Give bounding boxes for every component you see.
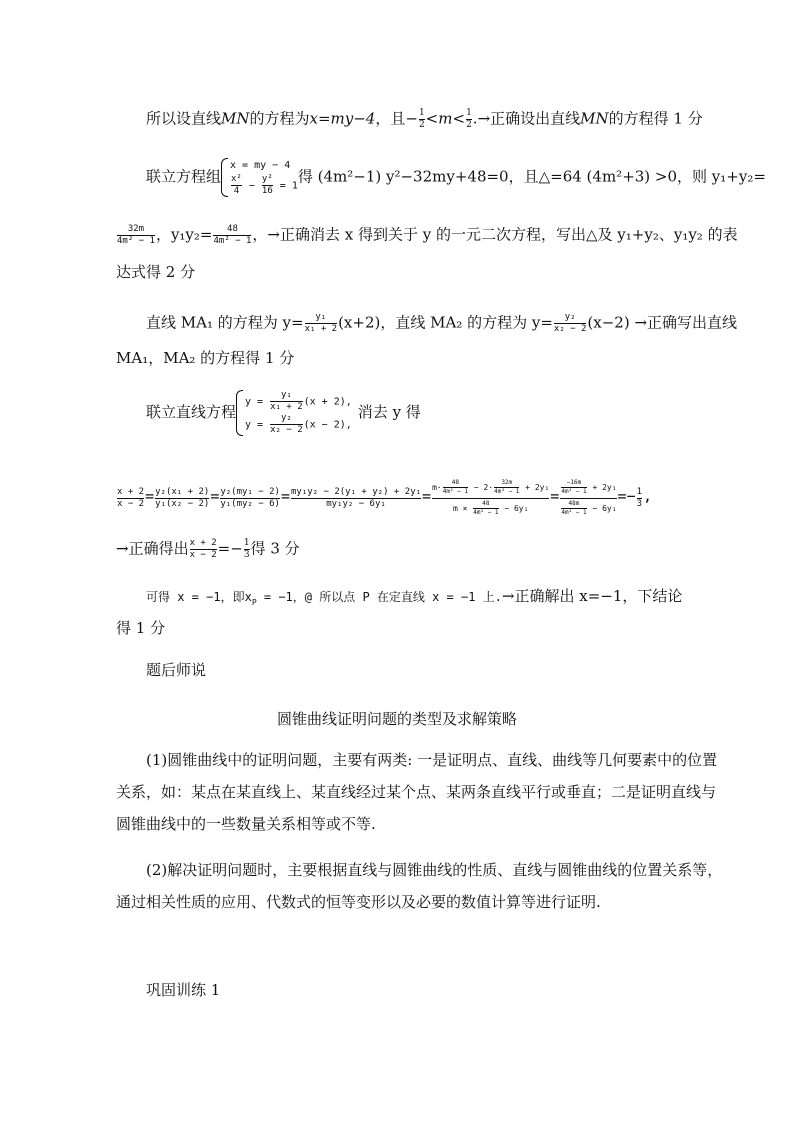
equation-system	[236, 390, 352, 436]
denominator: x − 2	[189, 550, 217, 560]
text: (x+2)，直线 MA₂ 的方程为 y=	[338, 313, 553, 332]
paragraph-2	[146, 158, 766, 197]
fraction	[117, 487, 144, 510]
fraction	[466, 108, 472, 131]
equation-row	[245, 390, 352, 413]
denominator: 3	[636, 499, 643, 509]
numerator	[432, 478, 549, 498]
denominator: x₂ − 2	[270, 425, 303, 435]
text: <	[425, 109, 439, 128]
fraction	[190, 538, 217, 561]
fraction	[270, 413, 303, 436]
denominator: x − 2	[117, 499, 145, 509]
denominator: 4m² − 1	[473, 509, 499, 516]
numerator: x + 2	[117, 487, 145, 497]
numerator: y₂(my₁ − 2)	[220, 487, 280, 497]
denominator: y₁(x₂ − 2)	[155, 499, 210, 509]
numerator: −16m	[566, 479, 582, 486]
fraction	[494, 479, 519, 496]
text: (x + 2),	[303, 396, 352, 408]
text: 直线 MA₁ 的方程为 y=	[146, 313, 304, 332]
text: − 2·	[469, 483, 494, 492]
fraction	[305, 312, 338, 335]
numerator: x + 2	[189, 538, 217, 548]
numerator: 32m	[127, 224, 145, 234]
fraction	[262, 174, 273, 197]
equation-system	[221, 158, 298, 197]
fraction	[637, 487, 642, 510]
var-mn: MN	[221, 109, 250, 128]
text: →正确解出 x=−1，下结论	[501, 587, 683, 605]
paragraph-9-line-2: 关系，如：某点在某直线上、某直线经过某个点、某两条直线平行或垂直；二是证明直线与	[116, 783, 717, 801]
numerator: 1	[418, 108, 425, 118]
fraction	[443, 479, 468, 496]
paragraph-9-line-1: (1)圆锥曲线中的证明问题，主要有两类: 一是证明点、直线、曲线等几何要素中的位置	[146, 751, 718, 769]
text: 得 (4m²−1) y²−32my+48=0，且△=64 (4m²+3) >0，则 y₁+y₂=	[297, 167, 766, 186]
text: 可得 x = −1，即x	[146, 590, 252, 604]
numerator: 48	[451, 479, 459, 486]
var-m: m	[438, 109, 453, 128]
denominator: x₂ − 2	[553, 324, 587, 334]
section-heading: 圆锥曲线证明问题的类型及求解策略	[276, 710, 517, 728]
denominator: x₁ + 2	[304, 324, 338, 334]
numerator: 1	[243, 538, 250, 548]
fraction	[561, 479, 586, 496]
equation-row	[230, 174, 298, 197]
numerator: 1	[466, 108, 472, 118]
paragraph-6	[116, 538, 300, 561]
equation-chain: $\frac{x + 2}{x - 2}$ = $\frac{\text{y₂(x₁ + 2)}}{\text{y₁(x₂ − 2)}}$ = $\frac{\text{y₂(my₁ − 2)}}{\text{y₁(my₂ − 6)}}$ = $\frac{\text{my₁y₂ − 2(y₁ + y₂) + 2y₁}}{\text{my₁y₂ − 6y₁}}$ = m· $\frac{48}{\text{4m² − 1}}$ − 2· $\frac{32m}{\text{4m² − 1}}$ + 2y₁ m × $\frac{48}{\text{4m² − 1}}$ − 6y₁ = $\frac{-16m}{\text{4m² − 1}}$ + 2y₁ $\frac{48m}{\text{4m² − 1}}$ − 6y₁ =− $\frac{1}{3}$ ,	[116, 478, 652, 519]
numerator: y₂(x₁ + 2)	[155, 487, 210, 497]
text: 联立直线方程	[146, 403, 237, 421]
denominator: 16	[261, 186, 273, 196]
text: =−	[617, 487, 636, 505]
text: 的方程得 1 分	[608, 109, 703, 128]
equation-row	[245, 413, 352, 436]
denominator: 2	[418, 120, 425, 130]
denominator: 4m² − 1	[561, 488, 587, 495]
numerator: 48m	[568, 500, 580, 507]
fraction	[155, 487, 209, 510]
denominator: 2	[466, 120, 472, 130]
text: m ×	[452, 504, 473, 513]
text: .→正确设出直线	[472, 109, 581, 128]
numerator	[560, 478, 616, 498]
exercise-label: 巩固训练 1	[146, 981, 221, 999]
denominator: 3	[243, 550, 250, 560]
text: →正确得出	[116, 539, 189, 558]
fraction	[473, 500, 498, 517]
denominator: 4m² − 1	[561, 509, 587, 516]
paragraph-7-line-2: 得 1 分	[116, 619, 166, 637]
text: + 2y₁	[587, 483, 617, 492]
subscript: P	[251, 598, 257, 607]
text: − 6y₁	[499, 504, 529, 513]
numerator: y₁	[280, 390, 292, 400]
denominator: 4m² − 1	[213, 236, 252, 246]
text: ,	[643, 487, 653, 505]
text: y =	[245, 419, 270, 431]
fraction	[554, 312, 587, 335]
text: 得 3 分	[250, 539, 300, 558]
paragraph-2-line-3: 达式得 2 分	[116, 263, 196, 281]
text: + 2y₁	[520, 483, 550, 492]
text: =−	[217, 539, 243, 558]
paragraph-3	[146, 312, 737, 335]
text: = −1，@ 所以点 P 在定直线 x = −1 上.	[256, 590, 502, 604]
denominator	[560, 498, 616, 519]
text: ，→正确消去 x 得到关于 y 的一元二次方程，写出△及 y₁+y₂、y₁y₂ 的表	[252, 225, 738, 244]
numerator: y²	[261, 174, 273, 184]
paragraph-3-line-2: MA₁，MA₂ 的方程得 1 分	[116, 349, 295, 367]
paragraph-10-line-2: 通过相关性质的应用、代数式的恒等变形以及必要的数值计算等进行证明.	[116, 893, 601, 911]
denominator: 4m² − 1	[442, 488, 468, 495]
numerator: y₂	[564, 312, 576, 322]
text: 所以设直线	[146, 109, 222, 128]
denominator: my₁y₂ − 6y₁	[291, 498, 421, 510]
numerator: x²	[231, 174, 242, 184]
numerator: 1	[636, 487, 643, 497]
fraction	[231, 174, 242, 197]
denominator: 4m² − 1	[494, 488, 520, 495]
text: m·	[432, 483, 442, 492]
text: (x−2) →正确写出直线	[587, 313, 738, 332]
fraction	[117, 224, 155, 247]
text: −	[242, 180, 261, 192]
paragraph-1	[146, 108, 703, 131]
fraction	[419, 108, 425, 131]
fraction	[561, 500, 586, 517]
text: 消去 y 得	[357, 403, 421, 421]
compound-fraction	[432, 478, 549, 519]
text: ，y₁y₂=	[155, 225, 213, 244]
fraction	[291, 487, 421, 510]
numerator: my₁y₂ − 2(y₁ + y₂) + 2y₁	[290, 487, 422, 497]
paragraph-9-line-3: 圆锥曲线中的一些数量关系相等或不等.	[116, 815, 376, 833]
section-label: 题后师说	[146, 661, 207, 679]
fraction	[270, 390, 303, 413]
var-mn: MN	[580, 109, 609, 128]
text: ，且−	[375, 109, 418, 128]
numerator: y₁	[315, 312, 327, 322]
equation-row: x = my − 4	[230, 160, 291, 171]
fraction	[220, 487, 280, 510]
text: − 6y₁	[587, 504, 617, 513]
denominator: x₁ + 2	[270, 402, 303, 412]
equation: x=my−4	[309, 109, 376, 128]
compound-fraction	[560, 478, 616, 519]
denominator: 4	[231, 185, 242, 197]
fraction	[244, 538, 250, 561]
denominator	[432, 498, 549, 519]
numerator: 48	[482, 500, 490, 507]
text: y =	[245, 396, 270, 408]
fraction	[213, 224, 251, 247]
text: (x − 2),	[303, 419, 352, 431]
text: <	[452, 109, 466, 128]
paragraph-4	[146, 390, 421, 436]
denominator: 4m² − 1	[117, 236, 155, 246]
text: 联立方程组	[146, 167, 222, 186]
text: 的方程为	[249, 109, 310, 128]
denominator: y₁(my₂ − 6)	[220, 499, 280, 509]
numerator: y₂	[280, 413, 292, 423]
paragraph-2-line-2	[116, 224, 738, 247]
numerator: 32m	[501, 479, 513, 486]
text: = 1	[273, 180, 298, 192]
numerator: 48	[227, 224, 238, 234]
paragraph-10-line-1: (2)解决证明问题时，主要根据直线与圆锥曲线的性质、直线与圆锥曲线的位置关系等，	[146, 861, 723, 879]
paragraph-7	[146, 586, 682, 613]
